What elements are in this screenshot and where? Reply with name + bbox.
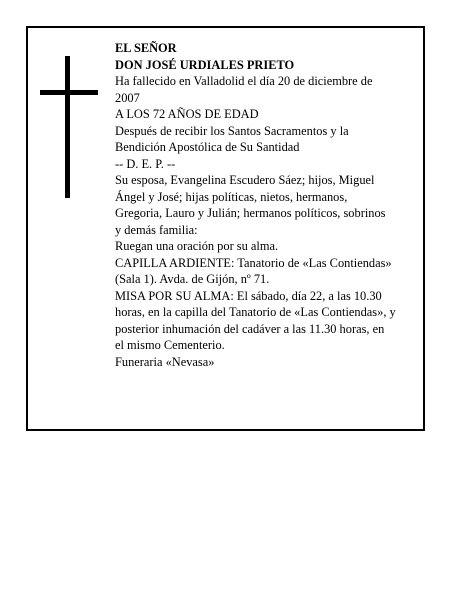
obituary-notice — [26, 26, 425, 431]
notice-line: Funeraria «Nevasa» — [115, 354, 215, 369]
notice-line: y demás familia: — [115, 222, 198, 237]
notice-line: CAPILLA ARDIENTE: Tanatorio de «Las Contiendas» — [115, 255, 392, 270]
notice-line: Gregoria, Lauro y Julián; hermanos políticos, sobrinos — [115, 206, 386, 220]
notice-line: Ruegan una oración por su alma. — [115, 239, 279, 253]
notice-line: (Sala 1). Avda. de Gijón, nº 71. — [115, 272, 270, 286]
deceased-name: DON JOSÉ URDIALES PRIETO — [115, 57, 295, 72]
cross-vertical-bar — [65, 56, 70, 198]
notice-title: EL SEÑOR — [115, 41, 177, 55]
notice-line: Su esposa, Evangelina Escudero Sáez; hijos, Miguel — [115, 173, 375, 187]
notice-line: Después de recibir los Santos Sacramentos y la — [115, 123, 349, 138]
notice-line: el mismo Cementerio. — [115, 338, 225, 352]
notice-line: MISA POR SU ALMA: El sábado, día 22, a las 10.30 — [115, 288, 382, 303]
notice-line: 2007 — [115, 90, 140, 105]
notice-line: Ángel y José; hijas políticas, nietos, hermanos, — [115, 189, 348, 204]
notice-text — [115, 40, 423, 370]
notice-line: -- D. E. P. -- — [115, 156, 176, 171]
notice-line: posterior inhumación del cadáver a las 11.30 horas, en — [115, 321, 385, 336]
notice-line: horas, en la capilla del Tanatorio de «Las Contiendas», y — [115, 305, 396, 319]
cross-horizontal-bar — [40, 90, 98, 95]
cross-icon — [40, 56, 98, 198]
notice-line: A LOS 72 AÑOS DE EDAD — [115, 107, 259, 121]
notice-line: Ha fallecido en Valladolid el día 20 de diciembre de — [115, 74, 373, 88]
notice-line: Bendición Apostólica de Su Santidad — [115, 140, 300, 154]
